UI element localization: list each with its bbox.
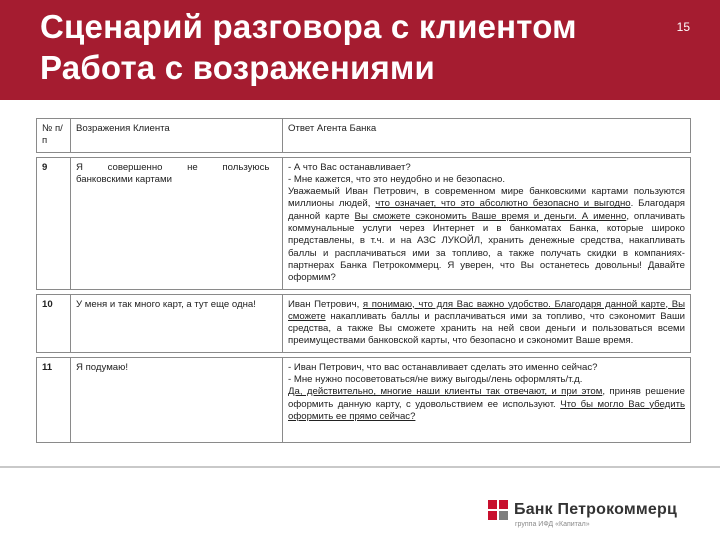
header-answer: Ответ Агента Банка xyxy=(282,118,691,153)
answer-text: , приняв решение оформить данную карту, с удовольствием ее используют. xyxy=(288,386,686,410)
page-title xyxy=(40,6,680,88)
row-objection-text: Я совершенно не пользуюсь xyxy=(76,161,270,173)
title-banner xyxy=(0,0,720,100)
row-answer xyxy=(282,294,691,353)
table-header-row xyxy=(36,118,691,153)
table-row xyxy=(36,157,691,290)
row-answer xyxy=(282,157,691,290)
answer-text: , оплачивать коммунальные услуги через Интернет и в банкоматах Банка, которые широко представлены, в т.ч. и на АЗС ЛУКОЙЛ, хранить денежные средства, накапливать баллы и расплачиваться ими за топливо, а также получать скидки в компаниях-партнерах Банка Петрокоммерц. Я уверен, что Вы останетесь довольны! Давайте оформим? xyxy=(288,210,686,284)
table-row xyxy=(36,357,691,443)
row-objection-text-cont: банковскими картами xyxy=(76,173,172,185)
bank-logo-icon xyxy=(488,500,508,520)
row-answer xyxy=(282,357,691,443)
page-title-line-1: Сценарий разговора с клиентом xyxy=(40,8,577,45)
answer-line: - А что Вас останавливает? xyxy=(288,161,411,173)
bank-logo xyxy=(488,500,677,520)
answer-underlined: я понимаю, что для Вас важно удобство. Благодаря данной карте, Вы сможете xyxy=(288,298,685,322)
answer-line: - Мне нужно посоветоваться/не вижу выгоды/лень оформлять/т.д. xyxy=(288,374,583,386)
header-objection: Возражения Клиента xyxy=(70,118,282,153)
answer-underlined: Что бы могло Вас убедить оформить ее прямо сейчас? xyxy=(288,398,685,422)
table-row xyxy=(36,294,691,353)
objections-table xyxy=(36,114,691,447)
answer-underlined: Вы сможете сэкономить Ваше время и деньги. А именно xyxy=(354,210,627,222)
row-num: 9 xyxy=(36,157,70,290)
page-title-line-2: Работа с возражениями xyxy=(40,49,436,86)
row-num: 10 xyxy=(36,294,70,353)
row-num: 11 xyxy=(36,357,70,443)
answer-line: - Мне кажется, что это неудобно и не безопасно. xyxy=(288,173,506,185)
answer-text: Иван Петрович, xyxy=(288,298,363,310)
row-objection: У меня и так много карт, а тут еще одна! xyxy=(70,294,282,353)
answer-underlined: что означает, что это абсолютно безопасно и выгодно xyxy=(375,198,631,210)
header-num: № п/п xyxy=(36,118,70,153)
answer-underlined: Да, действительно, многие наши клиенты так отвечают, и при этом xyxy=(288,386,603,398)
row-objection: Я подумаю! xyxy=(70,357,282,443)
answer-line: - Иван Петрович, что вас останавливает сделать это именно сейчас? xyxy=(288,361,598,373)
answer-text: Уважаемый Иван Петрович, в современном мире банковскими картами пользуются миллионы людей, xyxy=(288,186,685,210)
slide-number: 15 xyxy=(676,20,690,34)
bank-logo-subtext: группа ИФД «Капитал» xyxy=(515,521,590,528)
row-objection xyxy=(70,157,282,290)
footer-divider xyxy=(0,466,720,468)
answer-text: . Благодаря данной карте xyxy=(288,198,685,222)
answer-text: накапливать баллы и расплачиваться ими за топливо, что сэкономит Ваши средства, а также Вы сможете хранить на ней свои деньги и пользоваться всеми преимуществами банковской карты, что безопасно и сэкономит Ваше время. xyxy=(288,310,685,347)
bank-logo-text: Банк Петрокоммерц xyxy=(514,501,678,518)
